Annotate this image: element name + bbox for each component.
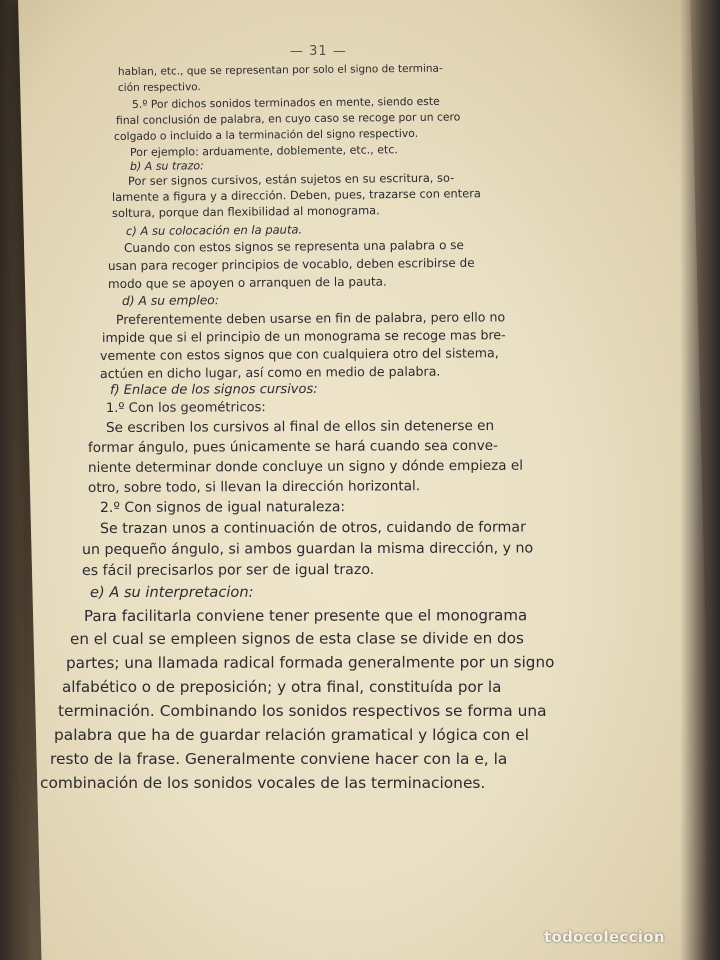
text-line: actúen en dicho lugar, así como en medio de palabra. — [99, 363, 441, 381]
text-line: modo que se apoyen o arranquen de la pauta. — [107, 274, 387, 291]
text-line: final conclusión de palabra, en cuyo caso se recoge por un cero — [115, 110, 461, 127]
text-line: partes; una llamada radical formada generalmente por un signo — [65, 653, 555, 672]
watermark-logo: todocoleccion — [544, 928, 665, 946]
text-line: terminación. Combinando los sonidos respectivos se forma una — [58, 702, 547, 720]
text-line: hablan, etc., que se representan por solo el signo de termina- — [117, 62, 443, 78]
section-heading: f) Enlace de los signos cursivos: — [109, 381, 318, 398]
text-line: Se trazan unos a continuación de otros, cuidando de formar — [99, 519, 526, 537]
text-line: 5.º Por dichos sonidos terminados en mente, siendo este — [131, 94, 440, 111]
text-line: combinación de los sonidos vocales de las terminaciones. — [40, 774, 486, 792]
section-heading: d) A su empleo: — [121, 293, 220, 308]
text-line: alfabético o de preposición; y otra final, constituída por la — [62, 678, 502, 696]
text-line: Para facilitarla conviene tener presente que el monograma — [83, 606, 528, 625]
text-line: es fácil precisarlos por ser de igual trazo. — [81, 561, 375, 579]
text-line: en el cual se empleen signos de esta clase se divide en dos — [69, 629, 524, 648]
text-line: Cuando con estos signos se representa una palabra o se — [123, 238, 464, 255]
text-line: vemente con estos signos que con cualquiera otro del sistema, — [99, 345, 499, 363]
text-line: niente determinar donde concluye un signo y dónde empieza el — [87, 457, 524, 476]
text-line: 1.º Con los geométricos: — [105, 400, 266, 416]
page-number: — 31 — — [290, 44, 347, 59]
text-line: soltura, porque dan flexibilidad al monograma. — [111, 203, 380, 220]
text-line: colgado o incluido a la terminación del signo respectivo. — [113, 126, 419, 143]
text-line: otro, sobre todo, si llevan la dirección horizontal. — [87, 478, 421, 496]
text-line: Preferentemente deben usarse en fin de palabra, pero ello no — [115, 309, 506, 327]
text-line: lamente a figura y a dirección. Deben, pues, trazarse con entera — [111, 186, 481, 204]
text-line: Se escriben los cursivos al final de ellos sin detenerse en — [105, 417, 495, 436]
text-line: usan para recoger principios de vocablo, deben escribirse de — [107, 255, 475, 273]
text-line: Por ser signos cursivos, están sujetos en su escritura, so- — [127, 170, 455, 188]
text-line: formar ángulo, pues únicamente se hará cuando sea conve- — [87, 437, 499, 456]
text-line: resto de la frase. Generalmente conviene hacer con la e, la — [50, 750, 508, 768]
section-heading: b) A su trazo: — [129, 159, 204, 173]
text-line: impide que si el principio de un monograma se recoge mas bre- — [101, 327, 506, 345]
text-line: Por ejemplo: arduamente, doblemente, etc., etc. — [129, 143, 398, 159]
section-heading: c) A su colocación en la pauta. — [125, 222, 303, 238]
section-heading: e) A su interpretacion: — [89, 583, 254, 601]
text-line: ción respectivo. — [117, 81, 201, 94]
text-line: 2.º Con signos de igual naturaleza: — [99, 499, 346, 516]
text-line: un pequeño ángulo, si ambos guardan la misma dirección, y no — [81, 540, 534, 558]
text-line: palabra que ha de guardar relación gramatical y lógica con el — [54, 726, 529, 744]
